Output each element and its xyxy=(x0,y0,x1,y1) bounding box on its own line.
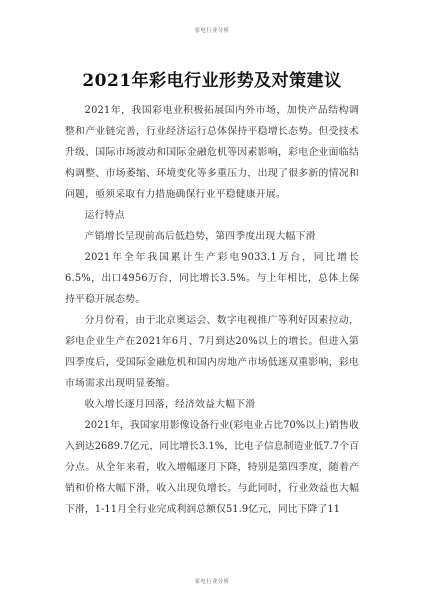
paragraph-monthly-analysis: 分月份看，由于北京奥运会、数字电视推广等利好因素拉动，彩电企业生产在2021年6月、7月到达20%以上的增长。但进入第四季度后，受国际金融危机和国内房地产市场低迷双重影响，彩电市场需求出现明显萎缩。 xyxy=(65,315,359,389)
paragraph-intro: 2021年，我国彩电业积极拓展国内外市场，加快产品结构调整和产业链完善，行业经济运行总体保持平稳增长态势。但受技术升级、国际市场波动和国际金融危机等因素影响，彩电企业面临结构调整、市场萎缩、环境变化等多重压力，出现了很多新的情况和问题，亟须采取有力措施确保行业平稳健康开展。 xyxy=(65,105,359,200)
paragraph-annual-output: 2021年全年我国累计生产彩电9033.1万台，同比增长6.5%，出口4956万台，同比增长3.5%。与上年相比，总体上保持平稳开展态势。 xyxy=(65,252,359,305)
page-footer: 家电行业分析 xyxy=(194,579,230,585)
document-title: 2021年彩电行业形势及对策建议 xyxy=(82,71,342,91)
subheading-revenue-profit: 收入增长逐月回落，经济效益大幅下滑 xyxy=(84,399,256,410)
paragraph-revenue-analysis: 2021年，我国家用影像设备行业(彩电业占比70%以上)销售收入到达2689.7亿元，同比增长3.1%，比电子信息制造业低7.7个百分点。从全年来看，收入增幅逐月下降，特别是第四季度，随着产销和价格大幅下滑，收入出现负增长。与此同时，行业效益也大幅下滑，1-11月全行业完成利润总额仅51.9亿元，同比下降了11 xyxy=(65,420,359,515)
page-header: 家电行业分析 xyxy=(194,28,230,34)
section-heading-operation-features: 运行特点 xyxy=(84,210,125,221)
subheading-production-sales: 产销增长呈现前高后低趋势，第四季度出现大幅下滑 xyxy=(84,231,316,242)
document-body xyxy=(65,100,359,520)
